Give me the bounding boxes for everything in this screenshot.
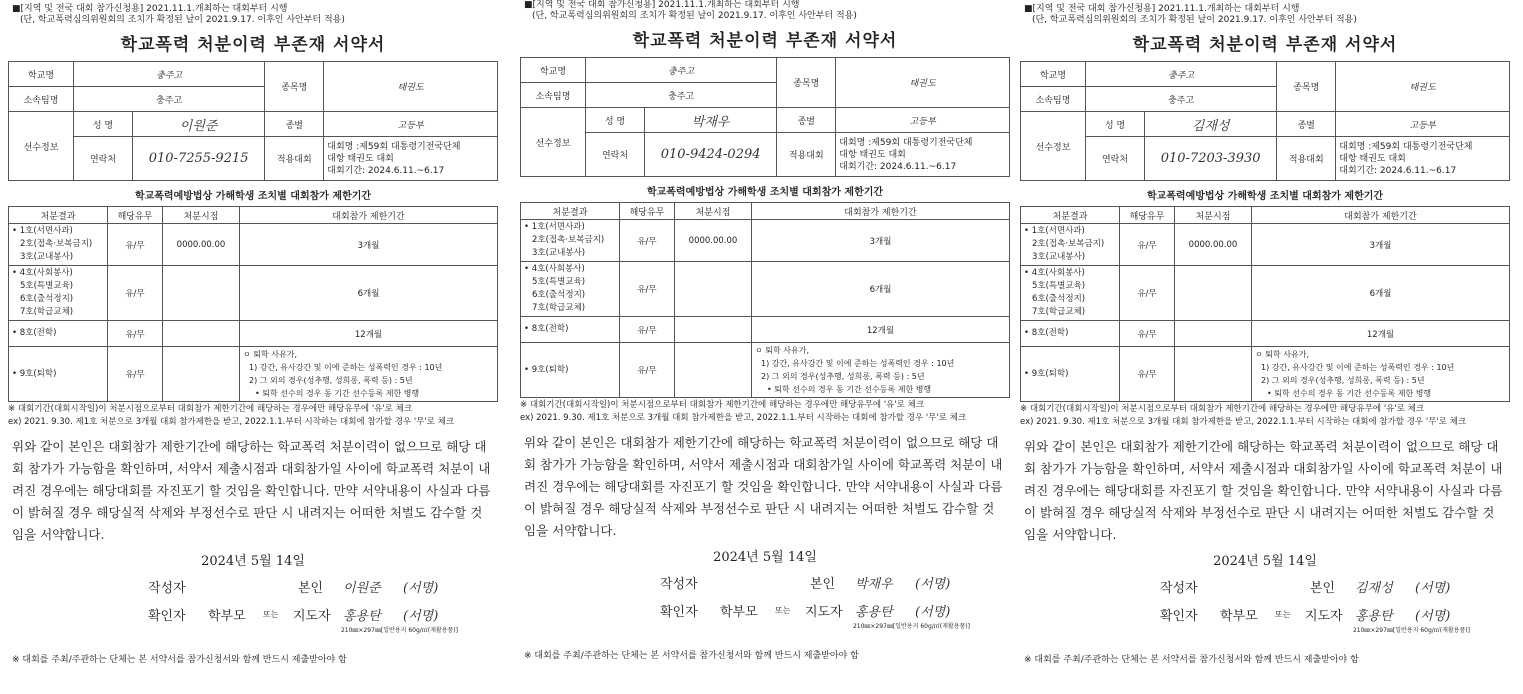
parent-label: 학부모 [1220, 609, 1258, 624]
limit-row-date [1175, 266, 1252, 321]
team-label: 소속팀명 [9, 87, 74, 112]
limit-row-items [521, 262, 620, 317]
header-line-2: (단, 학교폭력심의위원회의 조치가 확정된 날이 2021.9.17. 이후인 사안부터 적용) [532, 11, 857, 21]
event-label: 종목명 [777, 58, 836, 108]
limit-row-yn: 유/무 [620, 317, 675, 343]
sign-date: 2024년 5월 14일 [201, 554, 305, 569]
limit-header-date: 처분시점 [1175, 207, 1252, 224]
limit-row-date [163, 347, 240, 402]
applied-comp-label: 적용대회 [777, 133, 836, 177]
limit-row-items [521, 220, 620, 262]
competition-info [1336, 137, 1510, 181]
coach-signature: 홍용탄 [343, 609, 381, 624]
confirmer-row [8, 605, 498, 625]
oath-document [520, 0, 1010, 690]
limit-row-date [163, 266, 240, 321]
self-signature: 이원준 [343, 581, 381, 596]
confirmer-label: 확인자 [660, 605, 698, 620]
event-value: 태권도 [324, 62, 498, 112]
coach-label: 지도자 [293, 609, 331, 624]
school-label: 학교명 [9, 62, 74, 87]
athlete-info-table [1020, 61, 1510, 181]
limit-item: • 1호(서면사과) [12, 226, 73, 236]
limit-item: 3호(교내봉사) [20, 252, 74, 262]
confirmer-label: 확인자 [1160, 609, 1198, 624]
or-label: 또는 [775, 606, 791, 615]
category-value: 고등부 [1336, 112, 1510, 137]
limit-row-items [1021, 347, 1120, 402]
confirmer-label: 확인자 [148, 609, 186, 624]
limit-header-period: 대회참가 제한기간 [240, 207, 498, 224]
coach-label: 지도자 [1305, 609, 1343, 624]
limit-item: 6호(출석정지) [532, 290, 586, 300]
limit-header-yn: 해당유무 [1120, 207, 1175, 224]
limit-row-period [240, 347, 498, 402]
limit-row-date [675, 262, 752, 317]
applied-comp-label: 적용대회 [1277, 137, 1336, 181]
limit-row-date [1175, 321, 1252, 347]
limit-row-period: 3개월 [1252, 224, 1510, 266]
team-value: 충주고 [74, 87, 265, 112]
header-line-1: ■[지역 및 전국 대회 참가신청용] 2021.11.1.개최하는 대회부터 시행 [12, 4, 288, 14]
note-2: ex) 2021. 9.30. 제1호 처분으로 3개월 대회 참가제한을 받고, 2022.1.1.부터 시작하는 대회에 참가할 경우 '무'로 체크 [1020, 417, 1467, 427]
period-line: 1) 강간, 유사강간 및 이에 준하는 성폭력인 경우 : 10년 [761, 359, 955, 368]
limit-row-period: 3개월 [752, 220, 1010, 262]
period-line: • 퇴학 선수의 경우 동 기간 선수등록 제한 병행 [767, 385, 932, 394]
limit-row-items [9, 224, 108, 266]
limit-row-period [752, 343, 1010, 398]
limit-row-date [675, 317, 752, 343]
limit-row-date: 0000.00.00 [675, 220, 752, 262]
school-label: 학교명 [521, 58, 586, 83]
writer-label: 작성자 [1160, 581, 1198, 596]
team-label: 소속팀명 [521, 83, 586, 108]
limit-header-yn: 해당유무 [108, 207, 163, 224]
period-line: ㅇ 퇴학 사유가, [1255, 350, 1309, 359]
limit-row-yn: 유/무 [620, 262, 675, 317]
competition-name-1: 대회명 :제59회 대통령기전국단체 [839, 137, 973, 148]
oath-document [1020, 4, 1510, 694]
paper-size: 210㎜×297㎜[일반용지 60g/㎡(재활용품)] [852, 623, 970, 630]
limit-row-period [1252, 347, 1510, 402]
footer-note: ※ 대회를 주최/주관하는 단체는 본 서약서를 참가신청서와 함께 반드시 제출받아야 함 [12, 655, 347, 665]
limit-row-items [9, 266, 108, 321]
competition-name-2: 대항 태권도 대회 [327, 153, 394, 164]
sign-date: 2024년 5월 14일 [713, 550, 817, 565]
writer-label: 작성자 [148, 581, 186, 596]
oath-paragraph: 위와 같이 본인은 대회참가 제한기간에 해당하는 학교폭력 처분이력이 없으므로 해당 대회 참가가 가능함을 확인하며, 서약서 제출시점과 대회참가일 사이에 학교폭력 처분이 내려진 경우에는 해당대회를 자진포기 할 것임을 확인합니다. 만약 서약내용이 사실과 다름이 밝혀질 경우 해당실적 삭제와 부정선수로 판단 시 내려지는 어떠한 처벌도 감수할 것임을 서약합니다. [1024, 439, 1503, 542]
limit-header-period: 대회참가 제한기간 [1252, 207, 1510, 224]
name-label: 성 명 [1086, 112, 1145, 137]
limit-row-yn: 유/무 [620, 220, 675, 262]
limit-row-yn: 유/무 [1120, 321, 1175, 347]
period-line: 1) 강간, 유사강간 및 이에 준하는 성폭력인 경우 : 10년 [249, 363, 443, 372]
limit-row-period: 6개월 [752, 262, 1010, 317]
category-label: 종별 [777, 108, 836, 133]
limit-item: 6호(출석정지) [20, 294, 74, 304]
paper-size: 210㎜×297㎜[일반용지 60g/㎡(재활용품)] [1352, 627, 1470, 634]
event-value: 태권도 [836, 58, 1010, 108]
limit-row-items [1021, 266, 1120, 321]
self-label: 본인 [1310, 581, 1336, 596]
limit-item: 5호(특별교육) [20, 281, 74, 291]
limit-item: • 1호(서면사과) [1024, 226, 1085, 236]
athlete-info-label: 선수정보 [1021, 112, 1086, 181]
limit-header-result: 처분결과 [9, 207, 108, 224]
limit-row-items [1021, 224, 1120, 266]
self-seal: (서명) [403, 581, 439, 596]
athlete-info-label: 선수정보 [521, 108, 586, 177]
limit-item: 5호(특별교육) [1032, 281, 1086, 291]
school-label: 학교명 [1021, 62, 1086, 87]
limit-row-yn: 유/무 [108, 266, 163, 321]
limit-row-period: 6개월 [1252, 266, 1510, 321]
limit-row-period: 12개월 [1252, 321, 1510, 347]
limit-item: 2호(접촉·보복금지) [20, 239, 93, 249]
sign-date: 2024년 5월 14일 [1213, 554, 1317, 569]
note-1: ※ 대회기간(대회시작일)이 처분시점으로부터 대회참가 제한기간에 해당하는 경우에만 해당유무에 '유'로 체크 [520, 400, 925, 410]
limit-item: 3호(교내봉사) [1032, 252, 1086, 262]
self-signature: 김재성 [1355, 581, 1393, 596]
period-line: 2) 그 외의 경우(성추행, 성희롱, 폭력 등) : 5년 [761, 372, 925, 381]
event-label: 종목명 [1277, 62, 1336, 112]
school-value: 충주고 [74, 62, 265, 87]
limit-row-yn: 유/무 [108, 347, 163, 402]
limit-header-period: 대회참가 제한기간 [752, 203, 1010, 220]
limit-item: 2호(접촉·보복금지) [532, 235, 605, 245]
limit-row-date: 0000.00.00 [163, 224, 240, 266]
competition-period: 대회기간: 2024.6.11.~6.17 [1339, 165, 1457, 176]
contact-label: 연락처 [586, 133, 645, 177]
team-value: 충주고 [1086, 87, 1277, 112]
name-value: 박재우 [645, 108, 777, 133]
limit-row-items [1021, 321, 1120, 347]
limit-item: • 9호(퇴학) [524, 364, 569, 375]
limit-item: 6호(출석정지) [1032, 294, 1086, 304]
school-value: 충주고 [586, 58, 777, 83]
name-label: 성 명 [586, 108, 645, 133]
limit-item: • 9호(퇴학) [12, 368, 57, 379]
category-value: 고등부 [324, 112, 498, 137]
oath-paragraph: 위와 같이 본인은 대회참가 제한기간에 해당하는 학교폭력 처분이력이 없으므로 해당 대회 참가가 가능함을 확인하며, 서약서 제출시점과 대회참가일 사이에 학교폭력 처분이 내려진 경우에는 해당대회를 자진포기 할 것임을 확인합니다. 만약 서약내용이 사실과 다름이 밝혀질 경우 해당실적 삭제와 부정선수로 판단 시 내려지는 어떠한 처벌도 감수할 것임을 서약합니다. [12, 439, 491, 542]
athlete-info-table [8, 61, 498, 181]
period-line: • 퇴학 선수의 경우 동 기간 선수등록 제한 병행 [1267, 389, 1432, 398]
limit-item: • 1호(서면사과) [524, 222, 585, 232]
oath-document [8, 4, 498, 694]
oath-paragraph: 위와 같이 본인은 대회참가 제한기간에 해당하는 학교폭력 처분이력이 없으므로 해당 대회 참가가 가능함을 확인하며, 서약서 제출시점과 대회참가일 사이에 학교폭력 처분이 내려진 경우에는 해당대회를 자진포기 할 것임을 확인합니다. 만약 서약내용이 사실과 다름이 밝혀질 경우 해당실적 삭제와 부정선수로 판단 시 내려지는 어떠한 처벌도 감수할 것임을 서약합니다. [524, 435, 1003, 538]
header-line-1: ■[지역 및 전국 대회 참가신청용] 2021.11.1.개최하는 대회부터 시행 [1024, 4, 1300, 14]
limit-row-yn: 유/무 [1120, 224, 1175, 266]
phone-value: 010-7255-9215 [133, 137, 265, 181]
limit-item: 7호(학급교체) [532, 303, 586, 313]
competition-name-1: 대회명 :제59회 대통령기전국단체 [327, 141, 461, 152]
competition-name-2: 대항 태권도 대회 [1339, 153, 1406, 164]
limit-header-date: 처분시점 [163, 207, 240, 224]
note-2: ex) 2021. 9.30. 제1호 처분으로 3개월 대회 참가제한을 받고, 2022.1.1.부터 시작하는 대회에 참가할 경우 '무'로 체크 [8, 417, 455, 427]
footer-note: ※ 대회를 주최/주관하는 단체는 본 서약서를 참가신청서와 함께 반드시 제출받아야 함 [524, 651, 859, 661]
limit-row-date [163, 321, 240, 347]
name-label: 성 명 [74, 112, 133, 137]
self-seal: (서명) [1415, 581, 1451, 596]
limit-item: • 8호(전학) [1024, 328, 1069, 338]
period-line: ㅇ 퇴학 사유가, [243, 350, 297, 359]
document-title: 학교폭력 처분이력 부존재 서약서 [120, 35, 386, 55]
period-line: 2) 그 외의 경우(성추행, 성희롱, 폭력 등) : 5년 [249, 376, 413, 385]
coach-label: 지도자 [805, 605, 843, 620]
period-line: • 퇴학 선수의 경우 동 기간 선수등록 제한 병행 [255, 389, 420, 398]
document-title: 학교폭력 처분이력 부존재 서약서 [1132, 35, 1398, 55]
athlete-info-label: 선수정보 [9, 112, 74, 181]
header-line-2: (단, 학교폭력심의위원회의 조치가 확정된 날이 2021.9.17. 이후인 사안부터 적용) [1032, 15, 1357, 25]
limit-table [1020, 206, 1510, 402]
note-1: ※ 대회기간(대회시작일)이 처분시점으로부터 대회참가 제한기간에 해당하는 경우에만 해당유무에 '유'로 체크 [1020, 404, 1425, 414]
phone-value: 010-9424-0294 [645, 133, 777, 177]
competition-name-2: 대항 태권도 대회 [839, 149, 906, 160]
limit-header-result: 처분결과 [521, 203, 620, 220]
paper-size: 210㎜×297㎜[일반용지 60g/㎡(재활용품)] [340, 627, 458, 634]
writer-row [1020, 577, 1510, 597]
school-value: 충주고 [1086, 62, 1277, 87]
coach-signature: 홍용탄 [855, 605, 893, 620]
self-seal: (서명) [915, 577, 951, 592]
athlete-info-table [520, 57, 1010, 177]
competition-name-1: 대회명 :제59회 대통령기전국단체 [1339, 141, 1473, 152]
limit-row-yn: 유/무 [1120, 347, 1175, 402]
limit-item: • 9호(퇴학) [1024, 368, 1069, 379]
limit-row-items [9, 347, 108, 402]
confirmer-row [520, 601, 1010, 621]
limit-item: 5호(특별교육) [532, 277, 586, 287]
limit-row-period: 3개월 [240, 224, 498, 266]
name-value: 김재성 [1145, 112, 1277, 137]
competition-period: 대회기간: 2024.6.11.~6.17 [327, 165, 445, 176]
competition-info [836, 133, 1010, 177]
limit-row-date: 0000.00.00 [1175, 224, 1252, 266]
note-2: ex) 2021. 9.30. 제1호 처분으로 3개월 대회 참가제한을 받고, 2022.1.1.부터 시작하는 대회에 참가할 경우 '무'로 체크 [520, 413, 967, 423]
limit-title: 학교폭력예방법상 가해학생 조치별 대회참가 제한기간 [134, 191, 372, 202]
parent-label: 학부모 [208, 609, 246, 624]
competition-period: 대회기간: 2024.6.11.~6.17 [839, 161, 957, 172]
limit-row-items [9, 321, 108, 347]
limit-row-items [521, 317, 620, 343]
phone-value: 010-7203-3930 [1145, 137, 1277, 181]
limit-title: 학교폭력예방법상 가해학생 조치별 대회참가 제한기간 [1146, 191, 1384, 202]
limit-item: 3호(교내봉사) [532, 248, 586, 258]
limit-header-result: 처분결과 [1021, 207, 1120, 224]
limit-row-yn: 유/무 [620, 343, 675, 398]
writer-row [520, 573, 1010, 593]
period-line: 2) 그 외의 경우(성추행, 성희롱, 폭력 등) : 5년 [1261, 376, 1425, 385]
team-label: 소속팀명 [1021, 87, 1086, 112]
applied-comp-label: 적용대회 [265, 137, 324, 181]
limit-row-date [675, 343, 752, 398]
team-value: 충주고 [586, 83, 777, 108]
confirmer-row [1020, 605, 1510, 625]
self-label: 본인 [810, 577, 836, 592]
limit-title: 학교폭력예방법상 가해학생 조치별 대회참가 제한기간 [646, 187, 884, 198]
limit-row-date [1175, 347, 1252, 402]
category-label: 종별 [265, 112, 324, 137]
limit-row-yn: 유/무 [108, 224, 163, 266]
parent-label: 학부모 [720, 605, 758, 620]
limit-row-yn: 유/무 [108, 321, 163, 347]
event-value: 태권도 [1336, 62, 1510, 112]
document-title: 학교폭력 처분이력 부존재 서약서 [632, 31, 898, 51]
period-line: ㅇ 퇴학 사유가, [755, 346, 809, 355]
coach-seal: (서명) [403, 609, 439, 624]
header-line-1: ■[지역 및 전국 대회 참가신청용] 2021.11.1.개최하는 대회부터 시행 [524, 0, 800, 10]
limit-table [8, 206, 498, 402]
limit-item: • 4호(사회봉사) [12, 268, 73, 278]
period-line: 1) 강간, 유사강간 및 이에 준하는 성폭력인 경우 : 10년 [1261, 363, 1455, 372]
limit-item: • 8호(전학) [524, 324, 569, 334]
limit-row-period: 6개월 [240, 266, 498, 321]
header-line-2: (단, 학교폭력심의위원회의 조치가 확정된 날이 2021.9.17. 이후인 사안부터 적용) [20, 15, 345, 25]
category-value: 고등부 [836, 108, 1010, 133]
self-signature: 박재우 [855, 577, 893, 592]
coach-signature: 홍용탄 [1355, 609, 1393, 624]
limit-row-period: 12개월 [240, 321, 498, 347]
limit-item: 7호(학급교체) [20, 307, 74, 317]
name-value: 이원준 [133, 112, 265, 137]
coach-seal: (서명) [1415, 609, 1451, 624]
limit-header-date: 처분시점 [675, 203, 752, 220]
limit-item: • 8호(전학) [12, 328, 57, 338]
event-label: 종목명 [265, 62, 324, 112]
coach-seal: (서명) [915, 605, 951, 620]
contact-label: 연락처 [1086, 137, 1145, 181]
limit-row-items [521, 343, 620, 398]
limit-row-yn: 유/무 [1120, 266, 1175, 321]
limit-item: • 4호(사회봉사) [1024, 268, 1085, 278]
competition-info [324, 137, 498, 181]
footer-note: ※ 대회를 주최/주관하는 단체는 본 서약서를 참가신청서와 함께 반드시 제출받아야 함 [1024, 655, 1359, 665]
limit-row-period: 12개월 [752, 317, 1010, 343]
limit-item: 2호(접촉·보복금지) [1032, 239, 1105, 249]
limit-item: 7호(학급교체) [1032, 307, 1086, 317]
or-label: 또는 [263, 610, 279, 619]
category-label: 종별 [1277, 112, 1336, 137]
limit-table [520, 202, 1010, 398]
limit-item: • 4호(사회봉사) [524, 264, 585, 274]
note-1: ※ 대회기간(대회시작일)이 처분시점으로부터 대회참가 제한기간에 해당하는 경우에만 해당유무에 '유'로 체크 [8, 404, 413, 414]
writer-row [8, 577, 498, 597]
or-label: 또는 [1275, 610, 1291, 619]
self-label: 본인 [298, 581, 324, 596]
writer-label: 작성자 [660, 577, 698, 592]
limit-header-yn: 해당유무 [620, 203, 675, 220]
contact-label: 연락처 [74, 137, 133, 181]
